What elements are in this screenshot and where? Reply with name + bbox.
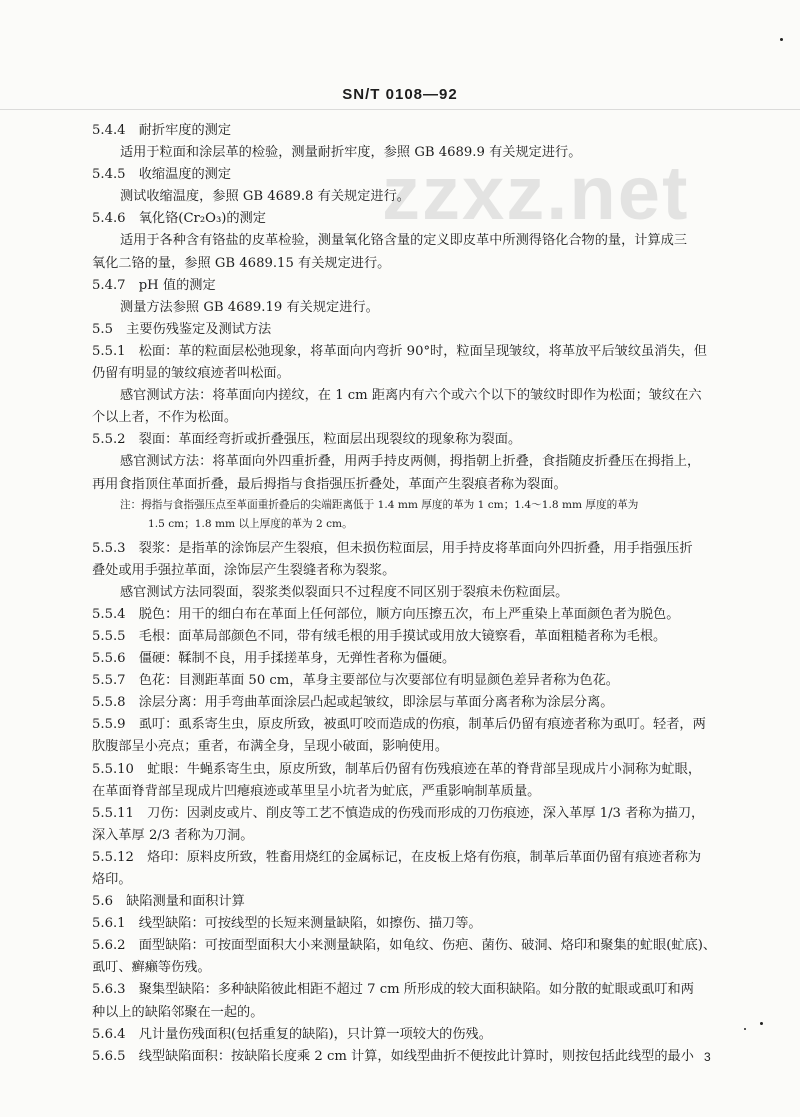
- clause-5-5-9: 5.5.9 虱叮：虱系寄生虫，原皮所致，被虱叮咬而造成的伤痕，制革后仍留有痕迹者称为虱叮。轻者，两: [92, 717, 706, 733]
- watermark: zzxz.net: [382, 151, 690, 236]
- paragraph-line: 适用于粒面和涂层革的检验，测量耐折牢度，参照 GB 4689.9 有关规定进行。: [120, 145, 582, 161]
- section-heading-5-4-4: 5.4.4 耐折牢度的测定: [92, 123, 232, 138]
- paragraph-line: 测量方法参照 GB 4689.19 有关规定进行。: [120, 299, 379, 315]
- clause-5-5-4: 5.5.4 脱色：用干的细白布在革面上任何部位，顺方向压擦五次，布上严重染上革面颜色者为脱色。: [92, 606, 680, 622]
- section-heading-5-4-5: 5.4.5 收缩温度的测定: [92, 167, 232, 183]
- clause-5-5-3: 5.5.3 裂浆：是指革的涂饰层产生裂痕，但未损伤粒面层，用手持皮将革面向外四折叠，用手指强压折: [92, 540, 693, 556]
- paragraph-line: 个以上者，不作为松面。: [92, 410, 238, 426]
- clause-5-5-5: 5.5.5 毛根：面革局部颜色不同，带有绒毛根的用手摸试或用放大镜察看，革面粗糙者称为毛根。: [92, 628, 667, 644]
- clause-5-5-6: 5.5.6 僵硬：鞣制不良，用手揉搓革身，无弹性者称为僵硬。: [92, 651, 456, 667]
- paragraph-line: 感官测试方法：将革面向内搓纹，在 1 cm 距离内有六个或六个以下的皱纹时即作为松面；皱纹在六: [120, 388, 702, 404]
- paragraph-line: 氧化二铬的量，参照 GB 4689.15 有关规定进行。: [92, 255, 391, 271]
- clause-5-6-2: 5.6.2 面型缺陷：可按面型面积大小来测量缺陷，如龟纹、伤疤、菌伤、破洞、烙印和聚集的虻眼(虻底)、: [92, 938, 717, 954]
- clause-5-5-10: 5.5.10 虻眼：牛蝇系寄生虫，原皮所致，制革后仍留有伤残痕迹在革的脊背部呈现成片小洞称为虻眼，: [92, 761, 702, 777]
- clause-5-5-1: 5.5.1 松面：革的粒面层松弛现象，将革面向内弯折 90°时，粒面呈现皱纹，将革放平后皱纹虽消失，但: [92, 343, 707, 359]
- paragraph-line: 虱叮、癣癞等伤残。: [92, 960, 211, 976]
- clause-5-5-7: 5.5.7 色花：目测距革面 50 cm，革身主要部位与次要部位有明显颜色差异者称为色花。: [92, 673, 619, 689]
- paragraph-line: 深入革厚 2/3 者称为刀洞。: [92, 827, 254, 843]
- standard-code-header: SN/T 0108—92: [342, 86, 458, 103]
- clause-5-6-1: 5.6.1 线型缺陷：可按线型的长短来测量缺陷，如擦伤、描刀等。: [92, 916, 482, 932]
- clause-5-5-8: 5.5.8 涂层分离：用手弯曲革面涂层凸起或起皱纹，即涂层与革面分离者称为涂层分离。: [92, 695, 614, 711]
- note-line: 1.5 cm；1.8 mm 以上厚度的革为 2 cm。: [148, 517, 353, 530]
- section-heading-5-4-7: 5.4.7 pH 值的测定: [92, 277, 216, 293]
- section-heading-5-6: 5.6 缺陷测量和面积计算: [92, 894, 245, 910]
- clause-5-5-2: 5.5.2 裂面：革面经弯折或折叠强压，粒面层出现裂纹的现象称为裂面。: [92, 432, 522, 448]
- paragraph-line: 感官测试方法同裂面，裂浆类似裂面只不过程度不同区别于裂痕未伤粒面层。: [120, 584, 569, 600]
- body-text: [92, 120, 730, 1068]
- paragraph-line: 感官测试方法：将革面向外四重折叠，用两手持皮两侧，拇指朝上折叠，食指随皮折叠压在拇指上，: [120, 454, 701, 470]
- clause-5-6-3: 5.6.3 聚集型缺陷：多种缺陷彼此相距不超过 7 cm 所形成的较大面积缺陷。如分散的虻眼或虱叮和两: [92, 982, 694, 998]
- paragraph-line: 仍留有明显的皱纹痕迹者叫松面。: [92, 366, 290, 382]
- page-number: 3: [704, 1050, 711, 1064]
- clause-5-5-11: 5.5.11 刀伤：因剥皮或片、削皮等工艺不慎造成的伤残而形成的刀伤痕迹，深入革厚 1/3 者称为描刀，: [92, 805, 705, 821]
- paragraph-line: 再用食指顶住革面折叠，最后拇指与食指强压折叠处，革面产生裂痕者称为裂面。: [92, 476, 567, 492]
- clause-5-6-5: 5.6.5 线型缺陷面积：按缺陷长度乘 2 cm 计算，如线型曲折不便按此计算时，则按包括此线型的最小: [92, 1048, 694, 1064]
- paragraph-line: 在革面脊背部呈现成片凹瘪痕迹或革里呈小坑者为虻底，严重影响制革质量。: [92, 783, 541, 799]
- paragraph-line: 测试收缩温度，参照 GB 4689.8 有关规定进行。: [120, 189, 410, 205]
- note-line: 注：拇指与食指强压点至革面重折叠后的尖端距离低于 1.4 mm 厚度的革为 1 cm；1.4～1.8 mm 厚度的革为: [120, 498, 639, 511]
- clause-5-6-4: 5.6.4 凡计量伤残面积(包括重复的缺陷)，只计算一项较大的伤残。: [92, 1026, 492, 1042]
- scan-speck: [760, 1022, 763, 1025]
- scan-speck: [780, 38, 783, 41]
- paragraph-line: 叠处或用手强拉革面，涂饰层产生裂缝者称为裂浆。: [92, 562, 396, 578]
- scan-speck: [744, 1028, 746, 1030]
- paragraph-line: 肷腹部呈小亮点；重者，布满全身，呈现小破面，影响使用。: [92, 739, 449, 755]
- section-heading-5-4-6: 5.4.6 氧化铬(Cr₂O₃)的测定: [92, 211, 266, 227]
- section-heading-5-5: 5.5 主要伤残鉴定及测试方法: [92, 321, 272, 337]
- paragraph-line: 烙印。: [92, 872, 132, 887]
- header-divider: [0, 109, 800, 110]
- paragraph-line: 适用于各种含有铬盐的皮革检验，测量氧化铬含量的定义即皮革中所测得铬化合物的量，计算成三: [120, 233, 688, 249]
- paragraph-line: 种以上的缺陷邻聚在一起的。: [92, 1004, 264, 1020]
- clause-5-5-12: 5.5.12 烙印：原料皮所致，牲畜用烧红的金属标记，在皮板上烙有伤痕，制革后革面仍留有痕迹者称为: [92, 849, 702, 865]
